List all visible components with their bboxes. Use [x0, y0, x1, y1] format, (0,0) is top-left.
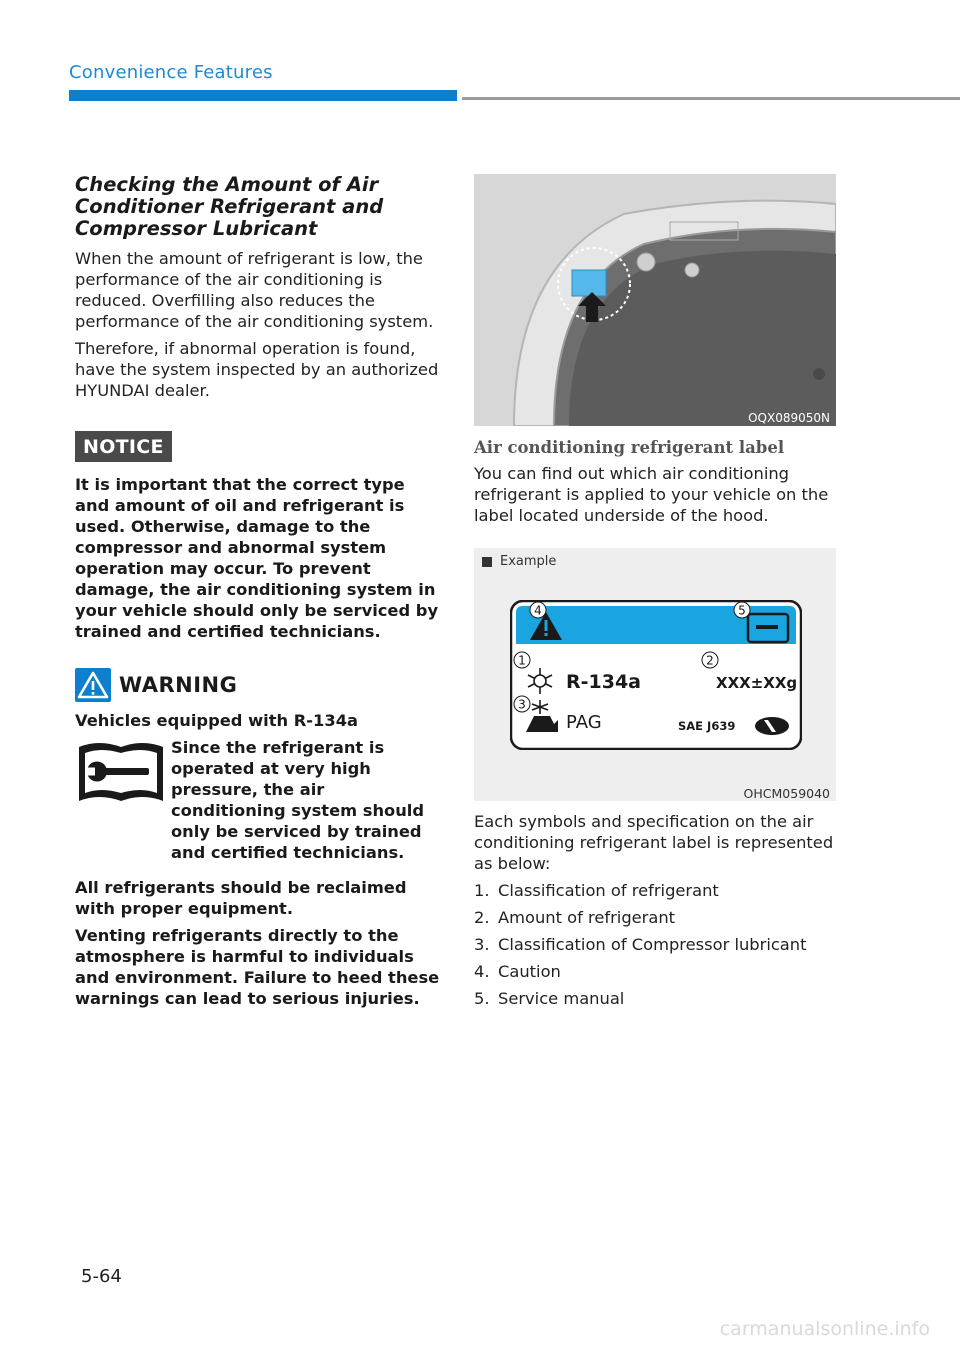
hood-underside-photo [474, 174, 836, 426]
warning-subtitle: Vehicles equipped with R-134a [75, 711, 359, 730]
label-num-2: 2 [706, 653, 714, 668]
hyundai-logo-icon [755, 717, 789, 735]
warning-header [75, 668, 440, 702]
label-num-1: 1 [518, 653, 526, 668]
warning-label: WARNING [119, 673, 238, 697]
bullet-square-icon [482, 557, 492, 567]
example-code: OHCM059040 [743, 786, 830, 801]
warning-service-block [75, 737, 440, 869]
right-column [474, 174, 836, 1015]
watermark: carmanualsonline.info [719, 1318, 930, 1340]
list-item: 5. Service manual [474, 989, 625, 1008]
list-item: 3. Classification of Compressor lubricant [474, 935, 807, 954]
paragraph-inspection: Therefore, if abnormal operation is found, have the system inspected by an authorized HYUNDAI dealer. [75, 339, 439, 400]
header-bar-gray [462, 97, 960, 100]
warning-reclaim-text: All refrigerants should be reclaimed with proper equipment. [75, 878, 407, 918]
section-title: Convenience Features [69, 62, 273, 83]
example-text: Example [500, 554, 557, 569]
list-intro: Each symbols and specification on the air conditioning refrigerant label is represented as below: [474, 812, 834, 873]
label-symbol-list [474, 880, 836, 1009]
list-item: 1. Classification of refrigerant [474, 881, 719, 900]
warning-triangle-icon [75, 668, 111, 702]
list-item: 2. Amount of refrigerant [474, 908, 676, 927]
label-lubricant-type: PAG [566, 712, 602, 733]
label-standard: SAE J639 [678, 719, 736, 733]
label-refrigerant-type: R-134a [566, 671, 641, 693]
refrigerant-label-diagram [510, 600, 802, 750]
list-item: 4. Caution [474, 962, 561, 981]
warning-service-text: Since the refrigerant is operated at very high pressure, the air conditioning system should only be serviced by trained and certified technicians. [171, 738, 425, 862]
heading-checking-refrigerant: Checking the Amount of Air Conditioner Refrigerant and Compressor Lubricant [75, 173, 384, 240]
page-number: 5-64 [81, 1266, 122, 1287]
photo-code: OQX089050N [748, 411, 830, 425]
label-num-3: 3 [518, 697, 526, 712]
service-manual-icon [75, 739, 167, 803]
notice-text: It is important that the correct type and amount of oil and refrigerant is used. Otherwise, damage to the compressor and abnormal system operation may occur. To prevent damage, the air conditioning system in your vehicle should only be serviced by trained and certified technicians. [75, 475, 439, 641]
header-bar-blue [69, 90, 457, 101]
example-tag [482, 554, 556, 569]
paragraph-refrigerant-low: When the amount of refrigerant is low, the performance of the air conditioning is reduced. Overfilling also reduces the performance of the air conditioning system. [75, 249, 434, 331]
notice-badge: NOTICE [75, 431, 172, 462]
left-column [75, 174, 440, 1015]
hood-illustration [474, 174, 836, 426]
label-num-4: 4 [534, 603, 542, 618]
warning-venting-text: Venting refrigerants directly to the atmosphere is harmful to individuals and environment. Failure to heed these warnings can lead to serious injuries. [75, 926, 440, 1008]
caption-title: Air conditioning refrigerant label [474, 438, 785, 457]
label-num-5: 5 [738, 603, 746, 618]
label-refrigerant-amount: XXX±XXg [716, 674, 798, 692]
caption-text: You can find out which air conditioning refrigerant is applied to your vehicle on the label located underside of the hood. [474, 464, 829, 525]
example-label-figure [474, 548, 836, 801]
